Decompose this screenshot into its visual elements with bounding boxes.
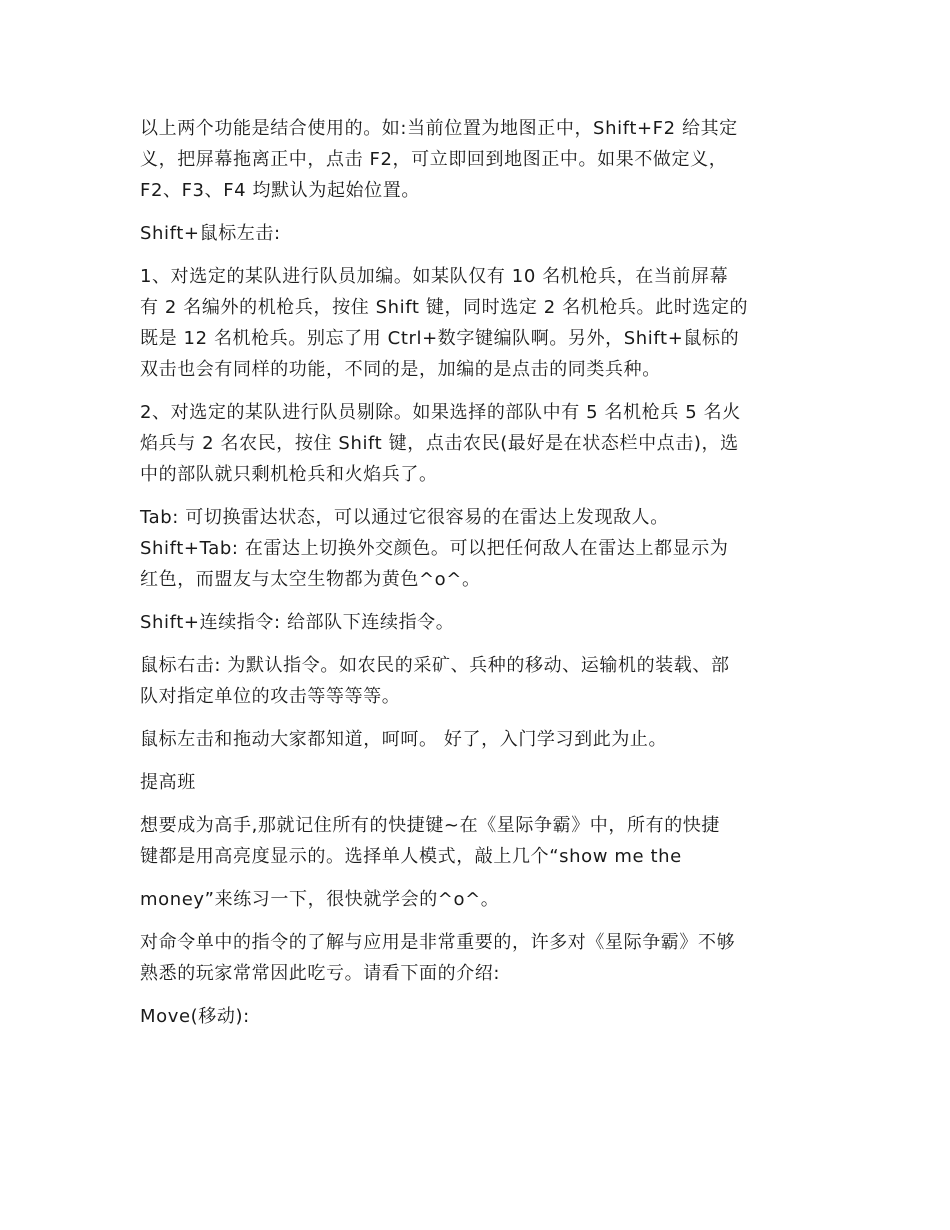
text-line: 中的部队就只剩机枪兵和火焰兵了。: [140, 464, 438, 485]
text-line: Shift+鼠标左击:: [140, 223, 281, 244]
text-line: 焰兵与 2 名农民，按住 Shift 键，点击农民(最好是在状态栏中点击)，选: [140, 433, 739, 454]
text-line: 红色，而盟友与太空生物都为黄色^o^。: [140, 569, 481, 590]
document-body: [140, 113, 812, 1032]
text-line: Move(移动):: [140, 1006, 250, 1027]
text-line: Shift+Tab: 在雷达上切换外交颜色。可以把任何敌人在雷达上都显示为: [140, 538, 729, 559]
section-heading-advanced: [140, 767, 812, 798]
text-line: money”来练习一下，很快就学会的^o^。: [140, 889, 500, 910]
text-line: Shift+连续指令: 给部队下连续指令。: [140, 612, 455, 633]
paragraph-right-click: [140, 650, 812, 712]
text-line: 既是 12 名机枪兵。别忘了用 Ctrl+数字键编队啊。另外，Shift+鼠标的: [140, 328, 740, 349]
text-line: 队对指定单位的攻击等等等等。: [140, 686, 401, 707]
text-line: 提高班: [140, 772, 196, 793]
paragraph-shift-click-heading: [140, 218, 812, 249]
paragraph-remove-units: [140, 397, 812, 490]
text-line: 2、对选定的某队进行队员剔除。如果选择的部队中有 5 名机枪兵 5 名火: [140, 402, 741, 423]
text-line: 对命令单中的指令的了解与应用是非常重要的，许多对《星际争霸》不够: [140, 932, 736, 953]
text-line: 以上两个功能是结合使用的。如:当前位置为地图正中，Shift+F2 给其定: [140, 118, 738, 139]
text-line: 想要成为高手,那就记住所有的快捷键~在《星际争霸》中，所有的快捷: [140, 815, 721, 836]
paragraph-shift-queue: [140, 607, 812, 638]
text-line: 键都是用高亮度显示的。选择单人模式，敲上几个“show me the: [140, 846, 682, 867]
text-line: Tab: 可切换雷达状态，可以通过它很容易的在雷达上发现敌人。: [140, 507, 669, 528]
text-line: 双击也会有同样的功能，不同的是，加编的是点击的同类兵种。: [140, 359, 661, 380]
text-line: 义，把屏幕拖离正中，点击 F2，可立即回到地图正中。如果不做定义，: [140, 149, 728, 170]
text-line: 熟悉的玩家常常因此吃亏。请看下面的介绍:: [140, 963, 501, 984]
paragraph-tab-radar: [140, 502, 812, 595]
paragraph-move-heading: [140, 1001, 812, 1032]
paragraph-add-units: [140, 261, 812, 385]
text-line: 有 2 名编外的机枪兵，按住 Shift 键，同时选定 2 名机枪兵。此时选定的: [140, 297, 749, 318]
paragraph-hotkey-usage: [140, 113, 812, 206]
paragraph-cheat-code: [140, 884, 812, 915]
text-line: 鼠标右击: 为默认指令。如农民的采矿、兵种的移动、运输机的装载、部: [140, 655, 730, 676]
paragraph-command-card: [140, 927, 812, 989]
text-line: 1、对选定的某队进行队员加编。如某队仅有 10 名机枪兵，在当前屏幕: [140, 266, 729, 287]
text-line: F2、F3、F4 均默认为起始位置。: [140, 180, 420, 201]
paragraph-shortcuts: [140, 810, 812, 872]
text-line: 鼠标左击和拖动大家都知道，呵呵。 好了，入门学习到此为止。: [140, 729, 668, 750]
paragraph-left-click: [140, 724, 812, 755]
